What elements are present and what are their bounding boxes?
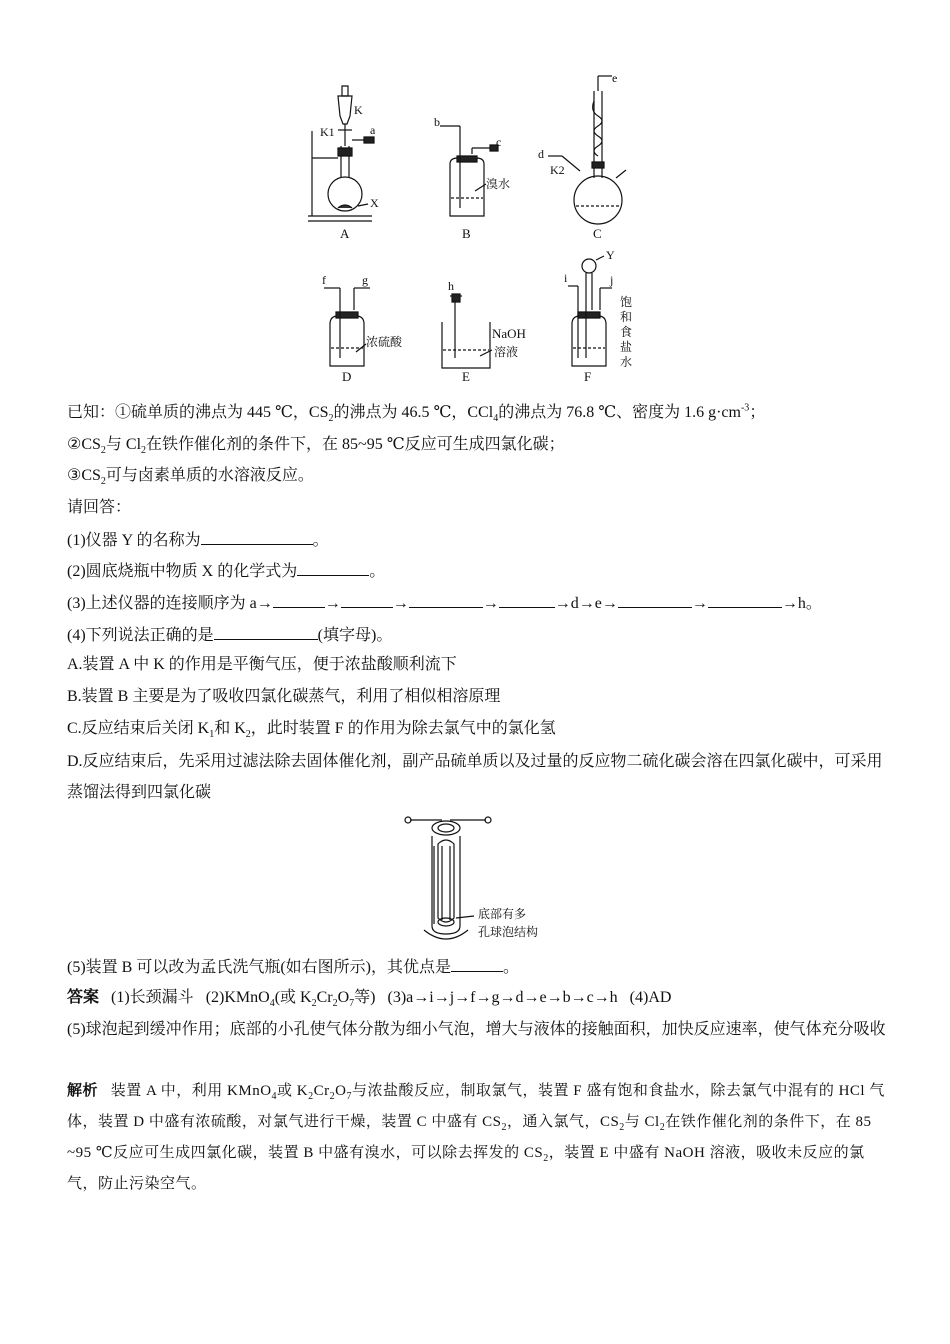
caption-C: C bbox=[593, 226, 602, 241]
answer-blank-2[interactable] bbox=[297, 560, 369, 576]
option-C: C.反应结束后关闭 $K_1$和 $K_2$，此时装置 F 的作用为除去氯气中的氯化氢 bbox=[67, 720, 556, 741]
label-c: c bbox=[496, 135, 502, 149]
sequence-blank-3[interactable] bbox=[409, 592, 483, 608]
label-d: d bbox=[538, 147, 544, 161]
label-b: b bbox=[434, 115, 440, 129]
label-conc-sulfuric-acid: 浓硫酸 bbox=[366, 335, 403, 349]
caption-B: B bbox=[462, 226, 471, 241]
answer-blank-4[interactable] bbox=[214, 624, 318, 640]
label-X: X bbox=[370, 196, 379, 210]
label-brine-4: 盐 bbox=[620, 340, 633, 354]
label-j: j bbox=[610, 273, 614, 287]
porous-bulb-label-1: 底部有多 bbox=[478, 907, 527, 921]
label-i: i bbox=[564, 271, 568, 285]
label-K1: K1 bbox=[320, 125, 335, 139]
known-line-3: $③CS_2$可与卤素单质的水溶液反应。 bbox=[67, 467, 314, 488]
answer-line: 答案 (1)长颈漏斗 (2)KMnO$_4$(或 $K_2Cr_2O_7$等) (3)a→i→j→f→g→d→e→b→c→h (4)AD bbox=[67, 989, 672, 1010]
question-5: (5)装置 B 可以改为孟氏洗气瓶(如右图所示)，其优点是 。 bbox=[67, 956, 519, 978]
analysis: 解析 装置 A 中，利用 KMnO$_4$或 $K_2Cr_2O_7$与浓盐酸反应，制取氯气，装置 F 盛有饱和食盐水，除去氯气中混有的 HCl 气体，装置 D 中盛有浓硫酸，对氯气进行干燥，装置 C 中盛有 $CS_2$，通入氯气，$CS_2$与 $Cl_2$在铁作催化剂的条件下，在 85 ~95 ℃反应可生成四氯化碳，装置 B 中盛有溴水，可以除去挥发的 $CS_2$，装置 E 中盛有 NaOH 溶液，吸收未反应的氯气，防止污染空气。 bbox=[67, 1083, 885, 1192]
answer-blank-5[interactable] bbox=[451, 956, 503, 972]
caption-D: D bbox=[342, 369, 352, 384]
label-K2: K2 bbox=[550, 163, 565, 177]
label-g: g bbox=[362, 273, 368, 287]
analysis-label: 解析 bbox=[67, 1083, 99, 1099]
answer-label: 答案 bbox=[67, 989, 100, 1006]
question-3: (3)上述仪器的连接顺序为 a→ → → → →d→e→ → →h。 bbox=[67, 592, 822, 614]
label-brine-2: 和 bbox=[620, 310, 633, 324]
label-bromine-water: 溴水 bbox=[486, 177, 511, 191]
question-1: (1)仪器 Y 的名称为 。 bbox=[67, 529, 329, 551]
sequence-blank-5[interactable] bbox=[618, 592, 692, 608]
known-line-1: 已知：①硫单质的沸点为 445 ℃，$CS_2$的沸点为 46.5 ℃，CCl$_4$的沸点为 76.8 ℃、密度为 1.6 $g\cdot cm^{-3}$； bbox=[67, 402, 766, 425]
answer-blank-1[interactable] bbox=[201, 529, 313, 545]
option-B: B.装置 B 主要是为了吸收四氯化碳蒸气，利用了相似相溶原理 bbox=[67, 688, 501, 705]
sequence-blank-1[interactable] bbox=[273, 592, 325, 608]
label-f: f bbox=[322, 273, 326, 287]
caption-E: E bbox=[462, 369, 470, 384]
label-K: K bbox=[354, 103, 363, 117]
question-4: (4)下列说法正确的是 (填字母)。 bbox=[67, 624, 392, 646]
apparatus-figure bbox=[300, 66, 660, 386]
sequence-blank-6[interactable] bbox=[708, 592, 782, 608]
label-naoh: NaOH bbox=[492, 326, 526, 341]
answer-5: (5)球泡起到缓冲作用；底部的小孔使气体分散为细小气泡，增大与液体的接触面积，加快反应速率，使气体充分吸收 bbox=[67, 1021, 886, 1038]
known-line-2: $②CS_2$与 $Cl_2$在铁作催化剂的条件下，在 85~95 ℃反应可生成四氯化碳； bbox=[67, 436, 565, 457]
question-2: (2)圆底烧瓶中物质 X 的化学式为 。 bbox=[67, 560, 385, 582]
label-brine-5: 水 bbox=[620, 355, 633, 369]
option-A: A.装置 A 中 K 的作用是平衡气压，便于浓盐酸顺利流下 bbox=[67, 656, 457, 673]
caption-F: F bbox=[584, 369, 592, 384]
label-brine-3: 食 bbox=[620, 325, 633, 339]
label-e: e bbox=[612, 71, 618, 85]
label-solution: 溶液 bbox=[494, 345, 519, 359]
wash-bottle-figure bbox=[398, 808, 568, 944]
label-h: h bbox=[448, 279, 454, 293]
label-Y: Y bbox=[606, 248, 615, 262]
sequence-blank-4[interactable] bbox=[499, 592, 555, 608]
porous-bulb-label-2: 孔球泡结构 bbox=[478, 925, 539, 939]
prompt: 请回答： bbox=[67, 499, 132, 516]
label-a: a bbox=[370, 123, 376, 137]
sequence-blank-2[interactable] bbox=[341, 592, 393, 608]
option-D: D.反应结束后，先采用过滤法除去固体催化剂，副产品硫单质以及过量的反应物二硫化碳会溶在四氯化碳中，可采用蒸馏法得到四氯化碳 bbox=[67, 753, 883, 801]
label-brine-1: 饱 bbox=[620, 295, 633, 309]
caption-A: A bbox=[340, 226, 350, 241]
